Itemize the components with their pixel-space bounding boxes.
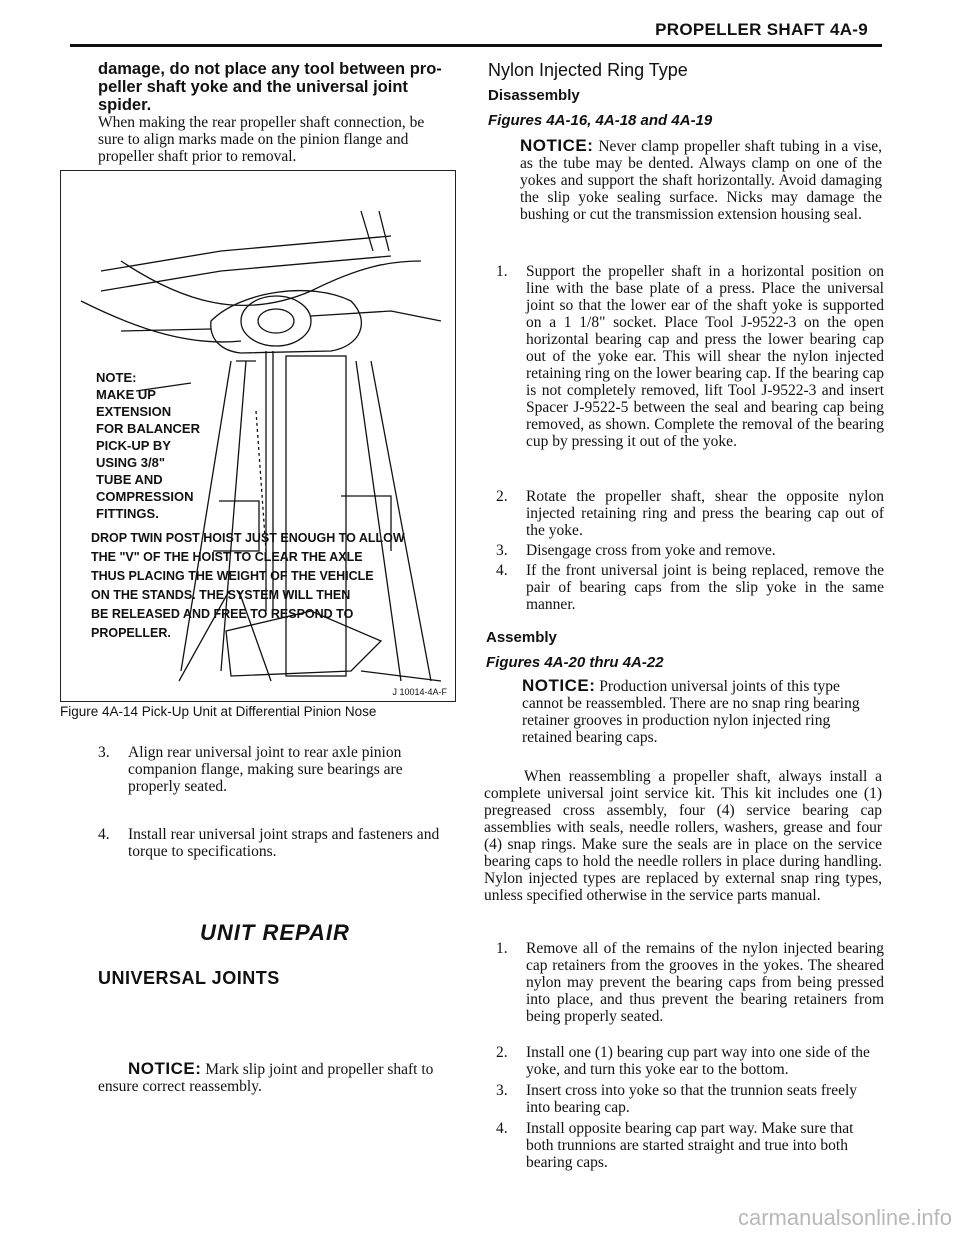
note-line: PICK-UP BY — [96, 438, 171, 453]
note-line: USING 3/8" — [96, 455, 166, 470]
step-text: Install opposite bearing cap part way. Make sure that both trunnions are started straight and true into both bearing caps. — [526, 1120, 854, 1171]
notice-2-label: NOTICE: — [522, 676, 596, 695]
drop-line: THE "V" OF THE HOIST TO CLEAR THE AXLE — [91, 550, 363, 564]
step-number: 2. — [496, 488, 508, 505]
step-number: 4. — [496, 562, 508, 579]
assembly-heading: Assembly — [486, 629, 557, 646]
step-text: Support the propeller shaft in a horizontal position on line with the base plate of a press. Place the universal joint so that the lower ear of the shaft yoke is supported on a 1 1/8" socket. Place Tool J-9522-3 on the open horizontal bearing cap and press the lower bearing cap out of the yoke ear. This will shear the nylon injected retaining ring on the lower bearing cap. If the bearing cap is not completely removed, lift Tool J-9522-3 and insert Spacer J-9522-5 between the seal and bearing cap being removed, as shown. Complete the removal of the bearing cup by pressing it out of the yoke. — [526, 263, 884, 450]
notice-2-text: Production universal joints of this type cannot be reassembled. There are no snap ring bearing retainer grooves in production nylon injected ring retained bearing caps. — [522, 678, 860, 746]
step-number: 4. — [496, 1120, 508, 1137]
note-line: COMPRESSION — [96, 489, 194, 504]
step-number: 1. — [496, 263, 508, 280]
left-column — [98, 60, 456, 165]
step-text: Install rear universal joint straps and fasteners and torque to specifications. — [128, 826, 440, 860]
step-number: 1. — [496, 940, 508, 957]
figure-4a-14 — [60, 170, 456, 702]
step-text: Insert cross into yoke so that the trunnion seats freely into bearing cap. — [526, 1082, 858, 1116]
dis-step-4 — [496, 562, 884, 613]
asm-step-3 — [496, 1082, 884, 1116]
step-number: 4. — [98, 826, 110, 843]
watermark: carmanualsonline.info — [737, 1205, 952, 1230]
step-number: 2. — [496, 1044, 508, 1061]
page-header: PROPELLER SHAFT 4A-9 — [655, 20, 868, 39]
step-text: If the front universal joint is being replaced, remove the pair of bearing caps from the slip yoke in the same manner. — [526, 562, 884, 613]
figure-code: J 10014-4A-F — [392, 687, 447, 697]
left-step-4 — [98, 826, 458, 860]
step-text: Align rear universal joint to rear axle pinion companion flange, making sure bearings are properly seated. — [128, 744, 403, 795]
left-notice-label: NOTICE: — [128, 1059, 202, 1078]
note-line: MAKE UP — [96, 387, 156, 402]
drop-line: THUS PLACING THE WEIGHT OF THE VEHICLE — [91, 569, 374, 583]
figure-caption: Figure 4A-14 Pick-Up Unit at Differential Pinion Nose — [60, 704, 377, 719]
figure-drop-instruction — [91, 529, 405, 643]
disassembly-figures: Figures 4A-16, 4A-18 and 4A-19 — [488, 112, 713, 129]
note-line: FOR BALANCER — [96, 421, 200, 436]
note-line: EXTENSION — [96, 404, 172, 419]
drop-line: ON THE STANDS. THE SYSTEM WILL THEN — [91, 588, 351, 602]
universal-joints-heading: UNIVERSAL JOINTS — [98, 968, 280, 988]
section-title: Nylon Injected Ring Type — [488, 60, 688, 80]
disassembly-heading: Disassembly — [488, 87, 580, 104]
step-text: Rotate the propeller shaft, shear the opposite nylon injected retaining ring and press the bearing cap out of the yoke. — [526, 488, 884, 539]
step-number: 3. — [496, 542, 508, 559]
step-text: Install one (1) bearing cup part way into one side of the yoke, and turn this yoke ear to the bottom. — [526, 1044, 870, 1078]
note-line: NOTE: — [96, 370, 137, 385]
dis-step-2 — [496, 488, 884, 539]
unit-repair-heading: UNIT REPAIR — [200, 920, 350, 945]
left-intro: When making the rear propeller shaft connection, be sure to align marks made on the pinion flange and propeller shaft prior to removal. — [98, 114, 425, 165]
figure-note-label — [96, 369, 200, 522]
asm-step-2 — [496, 1044, 884, 1078]
asm-step-1 — [496, 940, 884, 1025]
header-rule — [70, 44, 882, 47]
note-line: FITTINGS. — [96, 506, 159, 521]
step-number: 3. — [98, 744, 110, 761]
asm-step-4 — [496, 1120, 884, 1171]
step-text: Disengage cross from yoke and remove. — [526, 542, 776, 559]
notice-1-label: NOTICE: — [520, 136, 594, 155]
drop-line: BE RELEASED AND FREE TO RESPOND TO — [91, 607, 354, 621]
reassembly-paragraph: When reassembling a propeller shaft, always install a complete universal joint service kit. This kit includes one (1) pregreased cross assembly, four (4) service bearing cap assemblies with seals, needle rollers, washers, grease and four (4) snap rings. Make sure the seals are in place on the service bearing caps to hold the needle rollers in place during handling. Nylon injected types are replaced by external snap ring types, unless specified otherwise in the service parts manual. — [484, 768, 882, 904]
left-notice-text: Mark slip joint and propeller shaft to ensure correct reassembly. — [98, 1061, 434, 1095]
notice-1-text: Never clamp propeller shaft tubing in a vise, as the tube may be dented. Always clamp on one of the yokes and support the shaft horizontally. Avoid damaging the slip yoke sealing surface. Nicks may damage the bushing or cut the transmission extension housing seal. — [520, 138, 882, 223]
drop-line: PROPELLER. — [91, 626, 171, 640]
left-notice — [98, 1060, 458, 1095]
right-notice-1 — [520, 137, 882, 223]
assembly-figures: Figures 4A-20 thru 4A-22 — [486, 654, 664, 671]
dis-step-3 — [496, 542, 884, 559]
dis-step-1 — [496, 263, 884, 450]
left-step-3 — [98, 744, 458, 795]
right-notice-2 — [522, 677, 882, 746]
note-line: TUBE AND — [96, 472, 163, 487]
step-text: Remove all of the remains of the nylon injected bearing cap retainers from the grooves in the yokes. The sheared nylon may prevent the bearing caps from being pressed into place, and thus prevent the bearing retainers from being properly seated. — [526, 940, 884, 1025]
left-lead-warning: damage, do not place any tool between pro-peller shaft yoke and the universal joint spider. — [98, 60, 442, 114]
step-number: 3. — [496, 1082, 508, 1099]
drop-line: DROP TWIN POST HOIST JUST ENOUGH TO ALLOW — [91, 531, 405, 545]
